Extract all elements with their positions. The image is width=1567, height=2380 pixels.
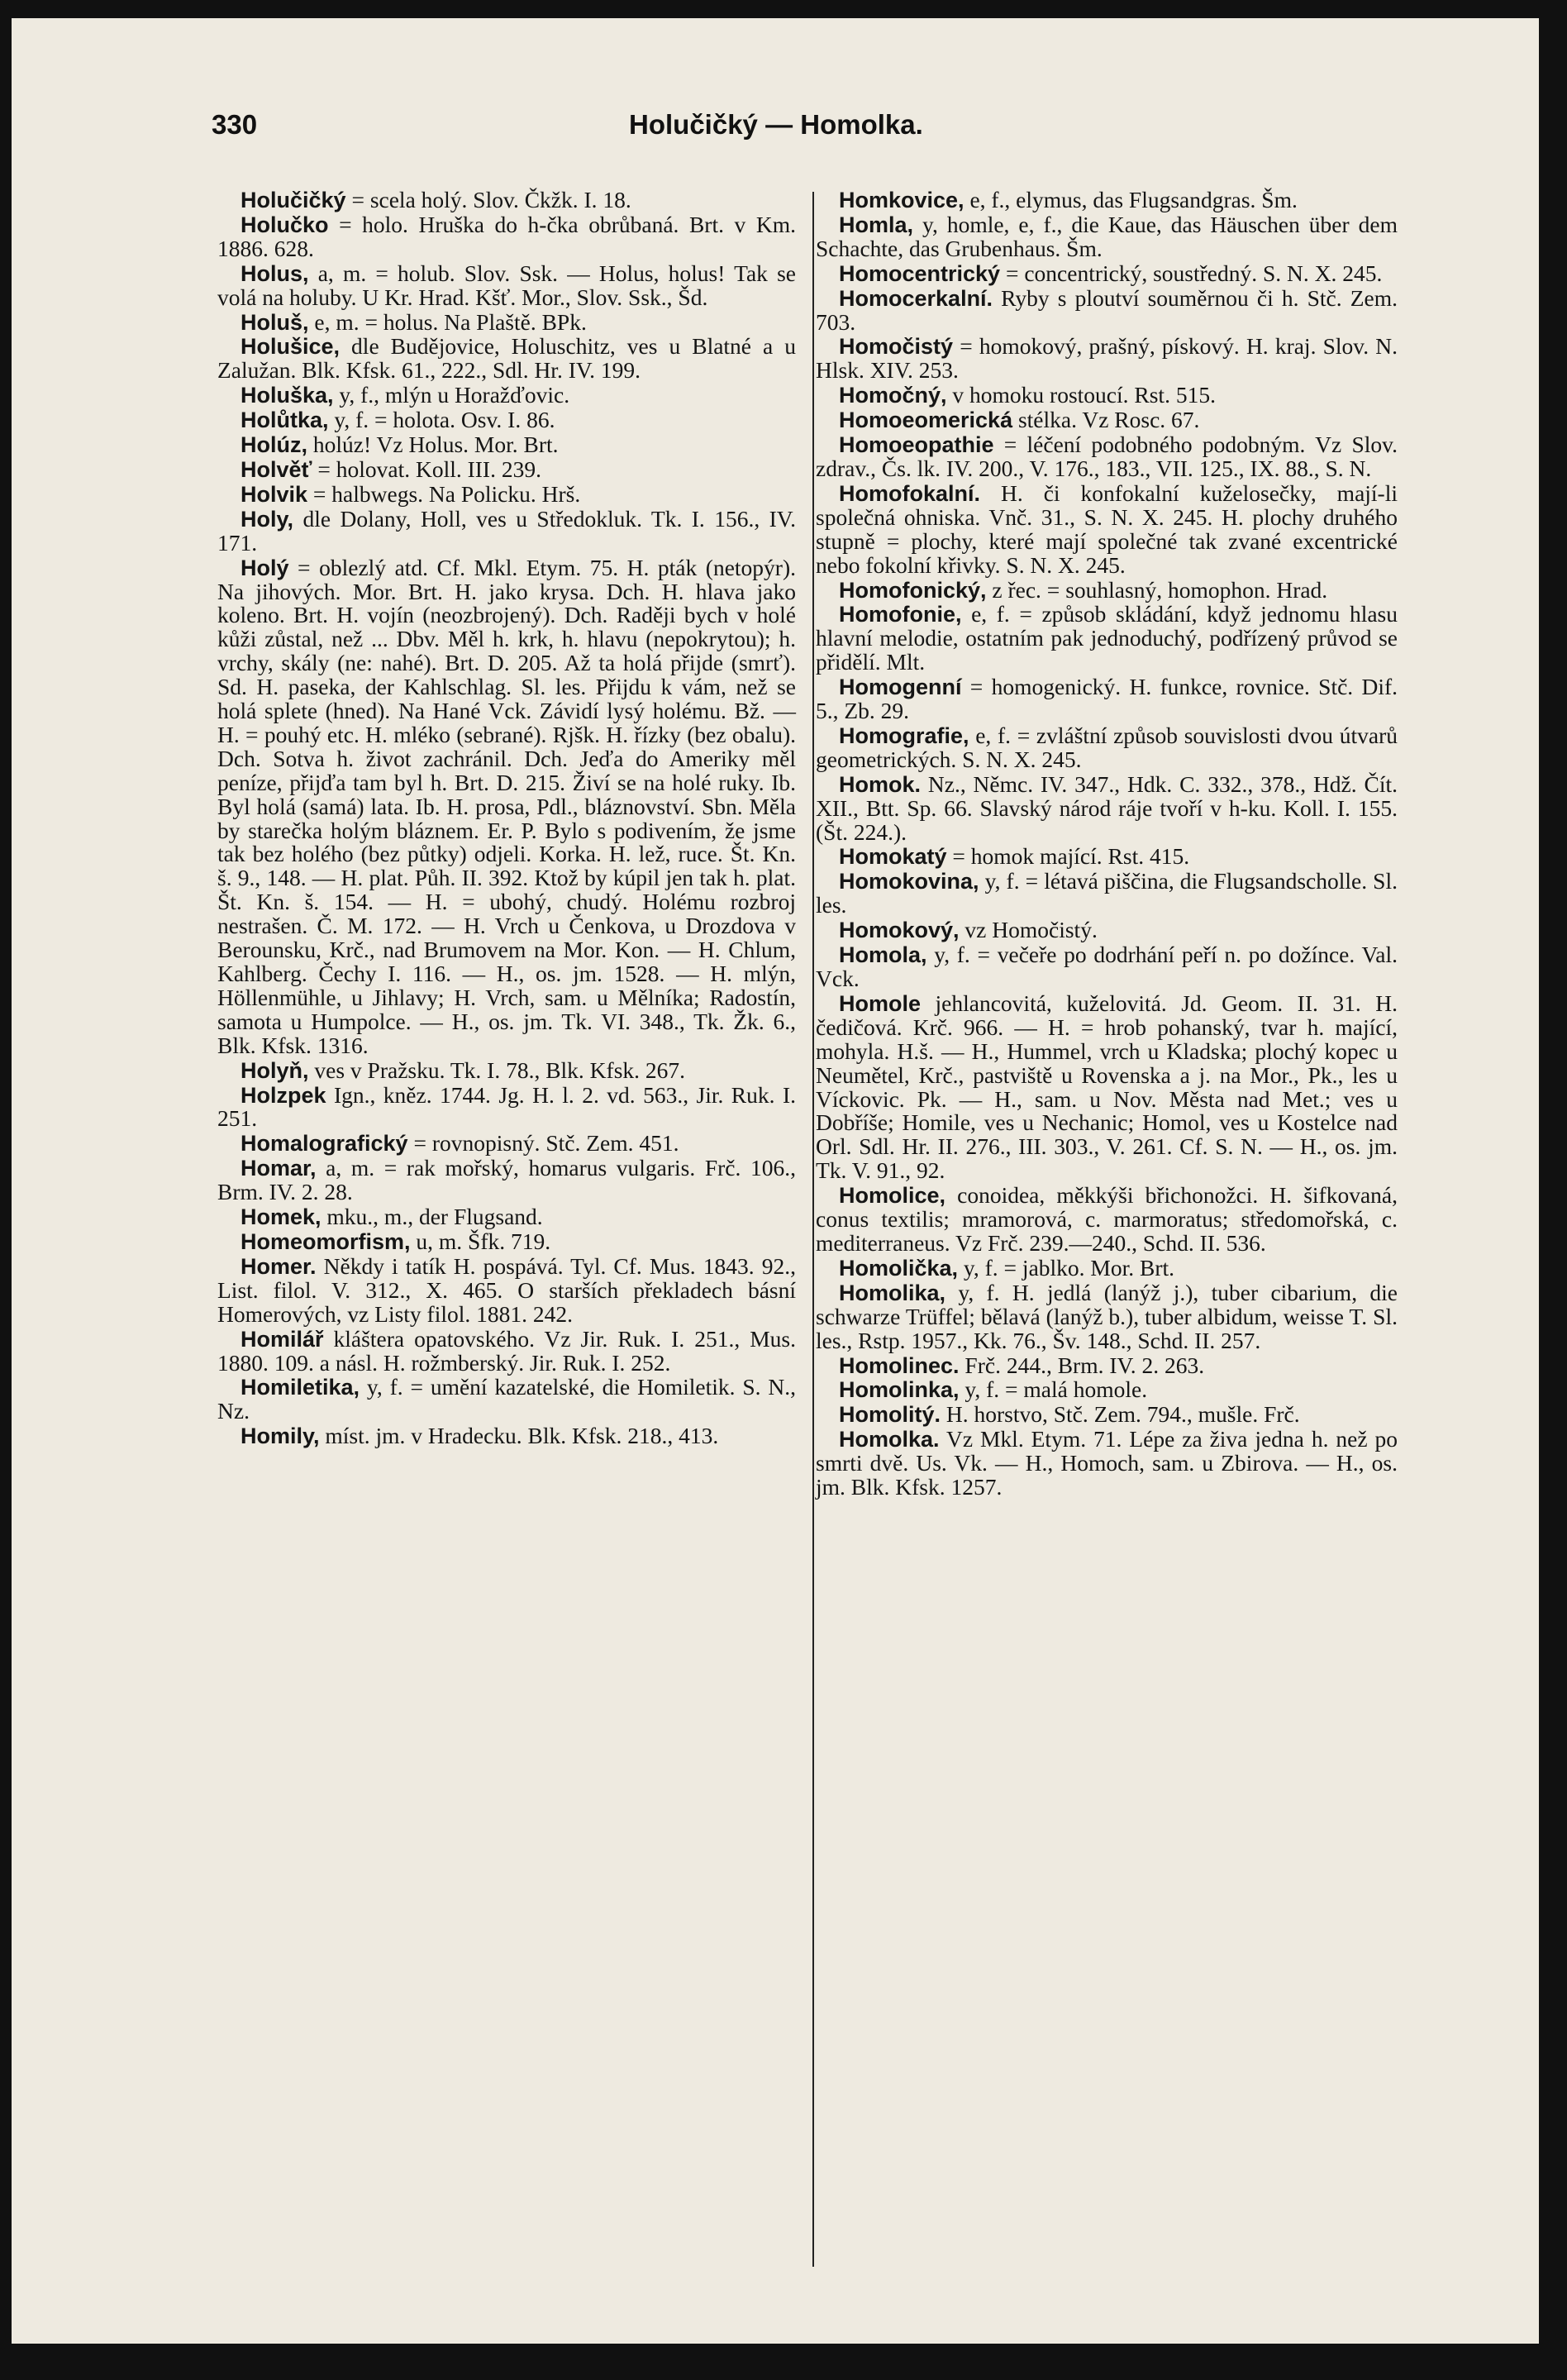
entry-definition: dle Budějovice, Holuschitz, ves u Blatné a u Zalužan. Blk. Kfsk. 61., 222., Sdl. Hr. IV. 199. [217,333,796,384]
dictionary-entry [816,384,1398,408]
dictionary-entry [816,1403,1398,1427]
dictionary-entry [816,845,1398,869]
dictionary-entry [217,335,796,383]
entry-headword: Homeomorfism, [241,1228,411,1254]
scan-edge-bottom [0,2344,1567,2380]
entry-headword: Homolinec. [839,1352,960,1378]
dictionary-entry [217,408,796,432]
entry-headword: Homoeopathie [839,432,994,458]
dictionary-entry [816,870,1398,918]
dictionary-entry [816,1281,1398,1353]
dictionary-entry [217,1157,796,1204]
dictionary-entry [816,1184,1398,1256]
entry-definition: kláštera opatovského. Vz Jir. Ruk. I. 251., Mus. 1880. 109. a násl. H. rožmberský. Jir. Ruk. I. 252. [217,1325,796,1376]
entry-headword: Holvik [241,481,308,507]
dictionary-entry [217,455,796,482]
dictionary-entry [217,1205,796,1229]
entry-definition: Ign., kněz. 1744. Jg. H. l. 2. vd. 563., Jir. Ruk. I. 251. [217,1081,796,1132]
dictionary-entry [217,433,796,457]
left-column [217,188,796,1449]
entry-headword: Homole [839,990,922,1016]
dictionary-entry [816,918,1398,942]
entry-headword: Homolika, [839,1280,946,1305]
entry-definition: dle Dolany, Holl, ves u Středokluk. Tk. I. 156., IV. 171. [217,505,796,556]
entry-definition: e, f., elymus, das Flugsandgras. Šm. [964,187,1298,212]
entry-headword: Homografie, [839,723,969,748]
scan-edge-top [0,0,1567,18]
running-head: Holučičký — Homolka. [629,109,923,140]
entry-definition: = homokový, prašný, pískový. H. kraj. Slov. N. Hlsk. XIV. 253. [816,333,1398,384]
entry-headword: Holvěť [241,456,312,482]
entry-definition: y, f. = holota. Osv. I. 86. [328,407,555,433]
dictionary-entry [816,408,1398,432]
dictionary-entry [217,308,796,335]
entry-definition: = homogenický. H. funkce, rovnice. Stč. Dif. 5., Zb. 29. [816,674,1398,724]
dictionary-entry [816,576,1398,603]
entry-headword: Homla, [839,212,914,237]
dictionary-entry [217,188,796,212]
entry-definition: a, m. = holub. Slov. Ssk. — Holus, holus! Tak se volá na holuby. U Kr. Hrad. Kšť. Mor., Slov. Ssk., Šd. [217,260,796,310]
dictionary-entry [217,384,796,408]
dictionary-entry [816,603,1398,675]
entry-definition: = holovat. Koll. III. 239. [312,455,541,482]
entry-definition: = concentrický, soustředný. S. N. X. 245. [1000,260,1383,286]
entry-definition: y, f. H. jedlá (lanýž j.), tuber cibarium, die schwarze Trüffel; bělavá (lanýž b.), tuber albidum, weisse T. Sl. les., Rstp. 1957., Kk. 76., Šv. 148., Schd. II. 257. [816,1279,1398,1353]
entry-headword: Holučičký [241,188,346,212]
dictionary-entry [217,1376,796,1424]
entry-headword: Homočistý [839,334,954,360]
entry-definition: y, homle, e, f., die Kaue, das Häuschen über dem Schachte, das Grubenhaus. Šm. [816,211,1398,261]
page-number: 330 [212,109,258,140]
dictionary-entry [816,1378,1398,1402]
dictionary-entry [217,1056,796,1083]
entry-definition: jehlancovitá, kuželovitá. Jd. Geom. II. 31. H. čedičová. Krč. 966. — H. = hrob pohanský, tvar h. mající, mohyla. H.š. — H., Hummel, vrch u Kladska; plochý kopec u Neumětel, Krč., pastviště u Rovenska a j. na Mor., Pk., les u Víckovic. Pk. — H., sam. u Nov. Města nad Met.; ves u Dobříše; Homile, ves u Nechanic; Homol, ves u Kostelce nad Orl. Sdl. Hr. II. 276., III. 303., V. 261. Cf. S. N. — H., os. jm. Tk. V. 91., 92. [816,990,1398,1184]
entry-definition: stélka. Vz Rosc. 67. [1012,407,1200,433]
scan-edge-left [0,0,12,2380]
entry-definition: = scela holý. Slov. Čkžk. I. 18. [345,187,631,212]
dictionary-entry [217,480,796,507]
dictionary-entry [217,213,796,261]
scan-edge-right [1539,0,1567,2380]
entry-definition: y, f. = malá homole. [959,1376,1148,1403]
entry-headword: Holůtka, [241,408,329,433]
entry-headword: Homolička, [839,1255,959,1281]
entry-definition: y, f. = létavá piščina, die Flugsandscholle. Sl. les. [816,868,1398,918]
dictionary-entry [816,943,1398,991]
entry-headword: Holuš, [241,309,309,335]
dictionary-entry [816,1254,1398,1281]
entry-headword: Homalografický [241,1131,408,1157]
dictionary-entry [217,1081,796,1132]
entry-definition: y, f. = jablko. Mor. Brt. [958,1254,1175,1281]
entry-definition: a, m. = rak mořský, homarus vulgaris. Frč. 106., Brm. IV. 2. 28. [217,1155,796,1205]
entry-headword: Homer. [241,1253,317,1279]
entry-headword: Homkovice, [839,188,964,212]
entry-definition: H. horstvo, Stč. Zem. 794., mušle. Frč. [941,1401,1300,1428]
dictionary-entry [816,675,1398,723]
entry-headword: Homiletika, [241,1375,360,1400]
entry-headword: Homofonický, [839,577,987,603]
entry-headword: Holušice, [241,334,341,360]
entry-headword: Homolice, [839,1183,946,1209]
entry-definition: e, f. = způsob skládání, když jednomu hlasu hlavní melodie, ostatním pak jednoduchý, podřízený průvod se přidělí. Mlt. [816,601,1398,675]
entry-definition: = homok mající. Rst. 415. [946,843,1190,870]
dictionary-entry [816,992,1398,1183]
entry-headword: Holučko [241,212,329,237]
entry-headword: Homocentrický [839,260,1001,286]
dictionary-entry [816,724,1398,772]
entry-headword: Homar, [241,1156,317,1181]
entry-headword: Holuška, [241,383,334,408]
entry-headword: Homola, [839,942,927,968]
dictionary-entry [217,1424,796,1448]
entry-definition: e, m. = holus. Na Plaště. BPk. [308,308,587,335]
entry-definition: y, f. = večeře po dodrhání peří n. po dožínce. Val. Vck. [816,942,1398,991]
dictionary-entry [816,284,1398,335]
column-divider [812,192,814,2267]
entry-definition: holúz! Vz Holus. Mor. Brt. [307,432,559,458]
entry-headword: Homokovina, [839,869,979,894]
entry-headword: Homok. [839,771,922,797]
dictionary-entry [217,1230,796,1254]
entry-definition: conoidea, měkkýši břichonožci. H. šifkovaná, conus textilis; mramorová, c. marmoratus; středomořská, c. mediterraneus. Vz Frč. 239.—240., Schd. II. 536. [816,1182,1398,1256]
entry-headword: Homoeomerická [839,408,1013,433]
dictionary-entry [217,1132,796,1156]
entry-definition: u, m. Šfk. 719. [410,1228,551,1254]
entry-definition: y, f., mlýn u Horažďovic. [333,382,570,408]
entry-headword: Holzpek [241,1082,326,1108]
entry-headword: Homofonie, [839,602,962,627]
entry-headword: Homofokalní. [839,480,981,506]
dictionary-entry [816,213,1398,261]
entry-headword: Holúz, [241,432,307,458]
entry-definition: = oblezlý atd. Cf. Mkl. Etym. 75. H. pták (netopýr). Na jihových. Mor. Brt. H. jako krysa. Dch. H. hlava jako koleno. Brt. H. vojín (neozbrojený). Dch. Raději bych v holé kůži zůstal, než ... Dbv. Měl h. krk, h. hlavu (nepokrytou); h. vrchy, skály (ne: nahé). Brt. D. 205. Až ta holá přijde (smrť). Sd. H. paseka, der Kahlschlag. Sl. les. Přijdu k vám, než se holá splete (hned). Na Hané Vck. Závidí lysý holému. Bž. — H. = pouhý etc. H. mléko (sebrané). Rjšk. H. řízky (bez obalu). Dch. Sotva h. život zachránil. Dch. Jeďa do Ameriky měl peníze, přijďa tam byl h. Brt. D. 215. Živí se na holé ruky. Ib. Byl holá (samá) lata. Ib. H. prosa, Pdl., bláznovství. Sbn. Měla by starečka holým bláznem. Er. P. Bylo s podivením, že jsme tak bez holého (bez půtky) odjeli. Korka. H. lež, ruce. Št. Kn. š. 9., 148. — H. plat. Půh. II. 392. Ktož by kúpil jen tak h. plat. Št. Kn. š. 154. — H. = ubohý, chudý. Holému rozbroj nestrašen. Č. M. 172. — H. Vrch u Čenkova, u Drozdova v Berounsku, Krč., nad Brumovem na Mor. Kon. — H. Chlum, Kahlberg. Čechy I. 116. — H., os. jm. 1528. — H. mlýn, Höllenmühle, u Jihlavy; H. Vrch, sam. u Mělníka; Radostín, samota u Humpolce. — H., os. jm. Tk. VI. 348., Tk. Žk. 6., Blk. Kfsk. 1316. [217,554,796,1058]
entry-definition: ves v Pražsku. Tk. I. 78., Blk. Kfsk. 267. [308,1056,686,1083]
entry-headword: Holý [241,555,289,580]
entry-headword: Homolka. [839,1427,940,1452]
entry-definition: H. či konfokalní kuželosečky, mají-li společná ohniska. Vnč. 31., S. N. X. 245. H. plochy druhého stupně = plochy, které mají společné tak zvané excentrické nebo fokolní křivky. S. N. X. 245. [816,479,1398,578]
entry-definition: y, f. = umění kazatelské, die Homiletik. S. N., Nz. [217,1374,796,1424]
dictionary-entry [816,1354,1398,1378]
dictionary-entry [217,1325,796,1376]
entry-definition: v homoku rostoucí. Rst. 515. [946,382,1216,408]
entry-headword: Homogenní [839,675,962,700]
entry-definition: = halbwegs. Na Policku. Hrš. [307,480,581,507]
entry-headword: Homokový, [839,918,960,943]
entry-definition: = rovnopisný. Stč. Zem. 451. [407,1130,679,1157]
dictionary-entry [816,770,1398,845]
right-column [816,188,1398,1500]
dictionary-entry [816,335,1398,383]
entry-headword: Homilář [241,1326,324,1352]
entry-headword: Homily, [241,1424,320,1449]
entry-definition: Ryby s ploutví souměrnou či h. Stč. Zem. 703. [816,284,1398,335]
entry-headword: Homek, [241,1204,321,1230]
entry-headword: Homocerkalní. [839,285,993,311]
entry-definition: e, f. = zvláštní způsob souvislosti dvou útvarů geometrických. S. N. X. 245. [816,722,1398,772]
entry-headword: Holyň, [241,1057,309,1083]
dictionary-entry [816,262,1398,286]
dictionary-entry [816,433,1398,481]
dictionary-entry [816,188,1398,212]
dictionary-entry [217,262,796,310]
entry-definition: = léčení podobného podobným. Vz Slov. zdrav., Čs. lk. IV. 200., V. 176., 183., VII. 125., IX. 88., S. N. [816,432,1398,481]
entry-headword: Holy, [241,506,294,532]
entry-headword: Homokatý [839,844,947,870]
entry-definition: Vz Mkl. Etym. 71. Lépe za živa jedna h. než po smrti dvě. Us. Vk. — H., Homoch, sam. u Zbirova. — H., os. jm. Blk. Kfsk. 1257. [816,1426,1398,1500]
entry-definition: Frč. 244., Brm. IV. 2. 263. [959,1352,1205,1378]
entry-definition: míst. jm. v Hradecku. Blk. Kfsk. 218., 413. [319,1423,719,1449]
dictionary-entry [217,505,796,556]
entry-definition: vz Homočistý. [959,917,1098,943]
entry-definition: z řec. = souhlasný, homophon. Hrad. [986,576,1328,603]
entry-definition: Nz., Němc. IV. 347., Hdk. C. 332., 378., Hdž. Čít. XII., Btt. Sp. 66. Slavský národ ráje tvoří v h-ku. Koll. I. 155. (Št. 224.). [816,770,1398,845]
entry-definition: mku., m., der Flugsand. [321,1204,543,1230]
dictionary-entry [217,556,796,1058]
dictionary-entry [217,1252,796,1327]
entry-definition: Někdy i tatík H. pospává. Tyl. Cf. Mus. 1843. 92., List. filol. V. 312., X. 465. O starších překladech básní Homerových, vz Listy filol. 1881. 242. [217,1252,796,1327]
entry-definition: = holo. Hruška do h-čka obrůbaná. Brt. v Km. 1886. 628. [217,211,796,261]
entry-headword: Homolitý. [839,1402,941,1428]
dictionary-entry [816,1428,1398,1500]
dictionary-entry [816,479,1398,578]
entry-headword: Holus, [241,260,309,286]
entry-headword: Homolinka, [839,1377,960,1403]
page-header [212,109,1385,150]
entry-headword: Homočný, [839,383,947,408]
